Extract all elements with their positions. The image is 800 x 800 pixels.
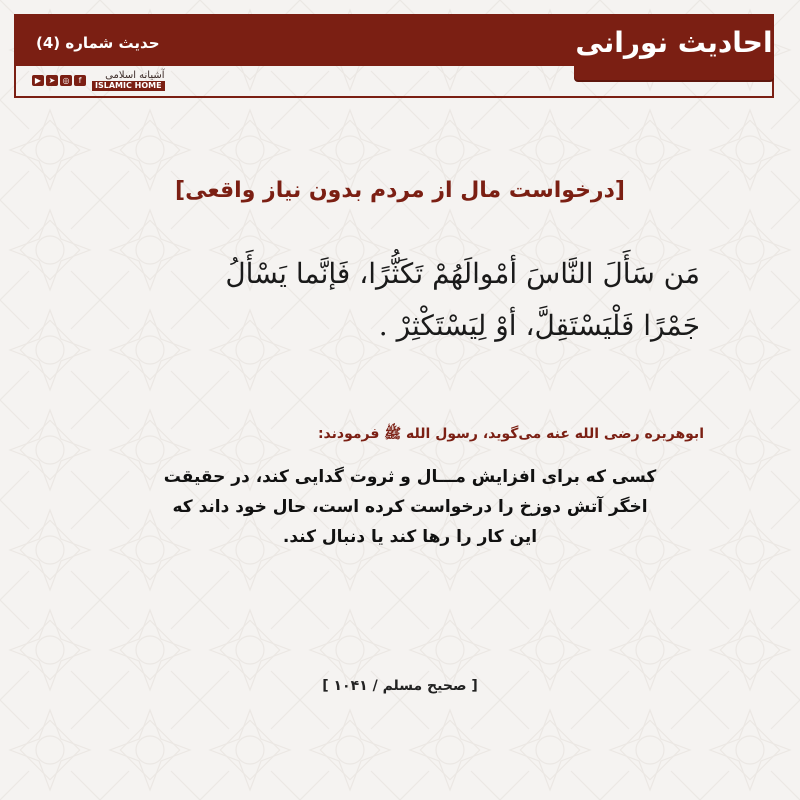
translation-line: کسی که برای افزایش مـــال و ثروت گدایی کند، در حقیقت bbox=[163, 467, 657, 487]
arabic-line: مَن سَأَلَ النَّاسَ أمْوالَهُمْ تَكَثُّرًا، فَإنَّما يَسْأَلُ bbox=[225, 257, 700, 290]
brand-name-en: ISLAMIC HOME bbox=[92, 81, 165, 91]
narrator-line: ابوهریره رضی الله عنه می‌گوید، رسول الله ﷺ فرمودند: bbox=[317, 426, 704, 442]
social-icons bbox=[32, 75, 86, 86]
youtube-icon[interactable]: ▶ bbox=[32, 75, 44, 86]
arabic-text bbox=[110, 248, 700, 352]
brand-name-fa: آشیانه اسلامی bbox=[105, 70, 165, 81]
brand-block bbox=[32, 70, 165, 91]
translation-text bbox=[120, 462, 700, 552]
telegram-icon[interactable]: ➤ bbox=[46, 75, 58, 86]
page-title: احادیث نورانی bbox=[575, 26, 773, 59]
arabic-line: جَمْرًا فَلْيَسْتَقِلَّ، أوْ لِيَسْتَكْثِرْ . bbox=[378, 309, 700, 342]
source-reference: [ صحیح مسلم / ۱۰۴۱ ] bbox=[322, 678, 478, 694]
instagram-icon[interactable]: ◎ bbox=[60, 75, 72, 86]
translation-line: اخگر آتش دوزخ را درخواست کرده است، حال خود داند که bbox=[172, 497, 648, 517]
facebook-icon[interactable]: f bbox=[74, 75, 86, 86]
hadith-subtitle: [درخواست مال از مردم بدون نیاز واقعی] bbox=[175, 178, 625, 203]
brand-logo bbox=[92, 70, 165, 91]
hadith-number: حدیث شماره (4) bbox=[36, 34, 160, 52]
translation-line: این کار را رها کند یا دنبال کند. bbox=[282, 527, 538, 547]
